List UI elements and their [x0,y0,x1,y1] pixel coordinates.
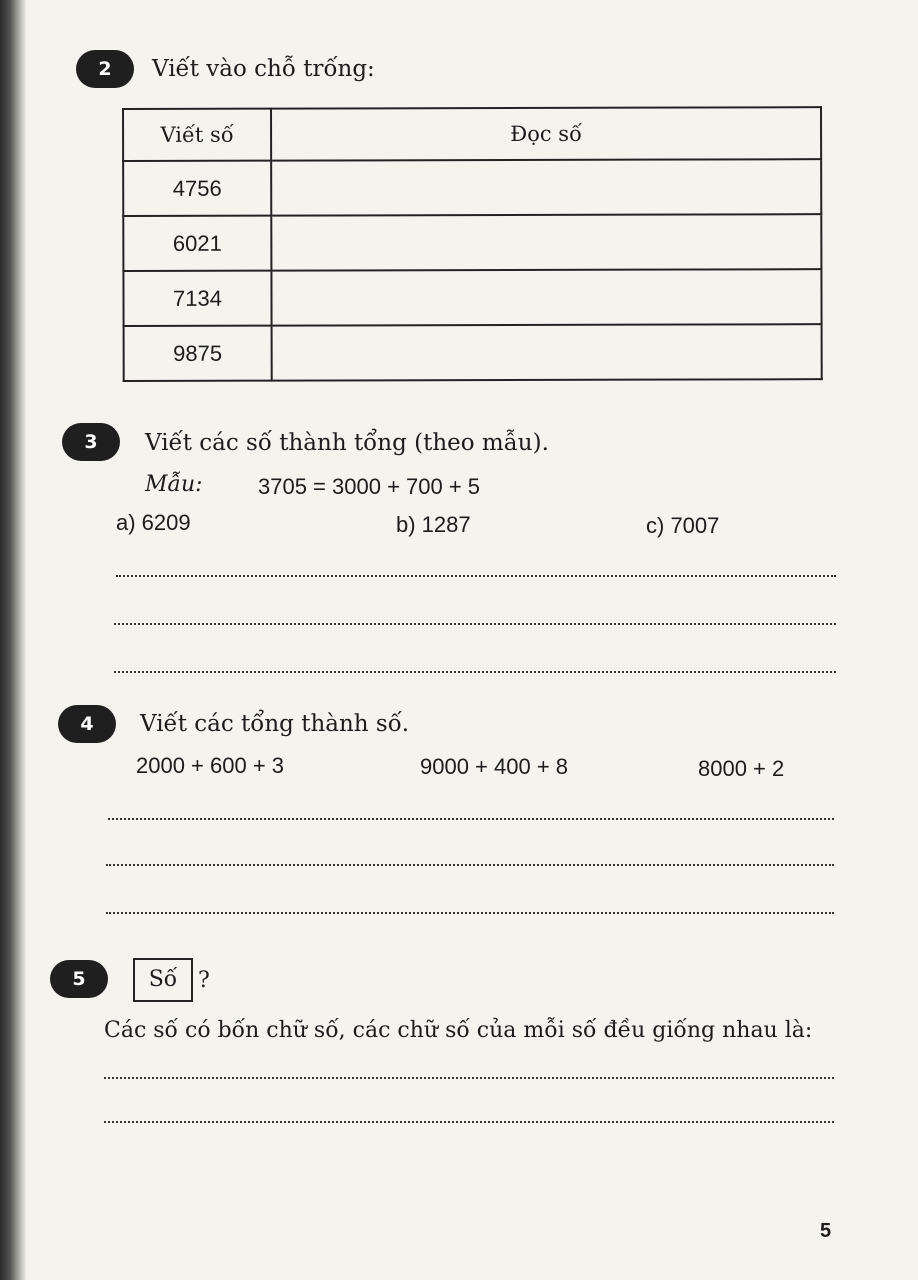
exercise-5-badge: 5 [50,960,108,998]
answer-line[interactable] [104,1121,834,1123]
answer-line[interactable] [104,1077,834,1079]
example-label: Mẫu: [145,472,203,497]
number-reading-table [122,106,823,382]
example-equation: 3705 = 3000 + 700 + 5 [258,474,481,499]
exercise-4-title: Viết các tổng thành số. [140,711,410,737]
item-b: b) 1287 [396,512,471,537]
sum-3: 8000 + 2 [698,756,785,781]
table-row [123,269,821,326]
answer-line[interactable] [114,671,836,673]
exercise-2-badge: 2 [76,50,134,88]
cell-doc-so[interactable] [271,159,821,215]
table-row [124,324,822,381]
cell-doc-so[interactable] [271,214,821,270]
exercise-4-badge: 4 [58,705,116,743]
so-box: Số [133,958,193,1002]
exercise-5-text: Các số có bốn chữ số, các chữ số của mỗi số đều giống nhau là: [104,1018,813,1043]
table-row [123,214,821,271]
answer-line[interactable] [114,623,836,625]
header-viet-so: Viết số [123,109,271,161]
table-header-row [123,107,821,161]
cell-viet-so: 6021 [123,216,271,271]
answer-line[interactable] [106,864,834,866]
table-row [123,159,821,216]
exercise-3-badge: 3 [62,423,120,461]
cell-viet-so: 4756 [123,161,271,216]
cell-doc-so[interactable] [271,269,821,325]
answer-line[interactable] [106,912,834,914]
item-c: c) 7007 [646,513,720,538]
header-doc-so: Đọc số [271,107,821,160]
cell-doc-so[interactable] [272,324,822,380]
book-spine-shadow [0,0,26,1280]
item-a: a) 6209 [116,510,191,535]
exercise-3-title: Viết các số thành tổng (theo mẫu). [145,430,549,456]
answer-line[interactable] [108,818,834,820]
question-mark: ? [198,968,210,993]
sum-1: 2000 + 600 + 3 [136,753,285,778]
exercise-2-title: Viết vào chỗ trống: [152,56,375,82]
page-number: 5 [820,1220,832,1242]
cell-viet-so: 7134 [123,271,271,326]
answer-line[interactable] [116,575,836,577]
cell-viet-so: 9875 [124,326,272,381]
sum-2: 9000 + 400 + 8 [420,754,569,779]
